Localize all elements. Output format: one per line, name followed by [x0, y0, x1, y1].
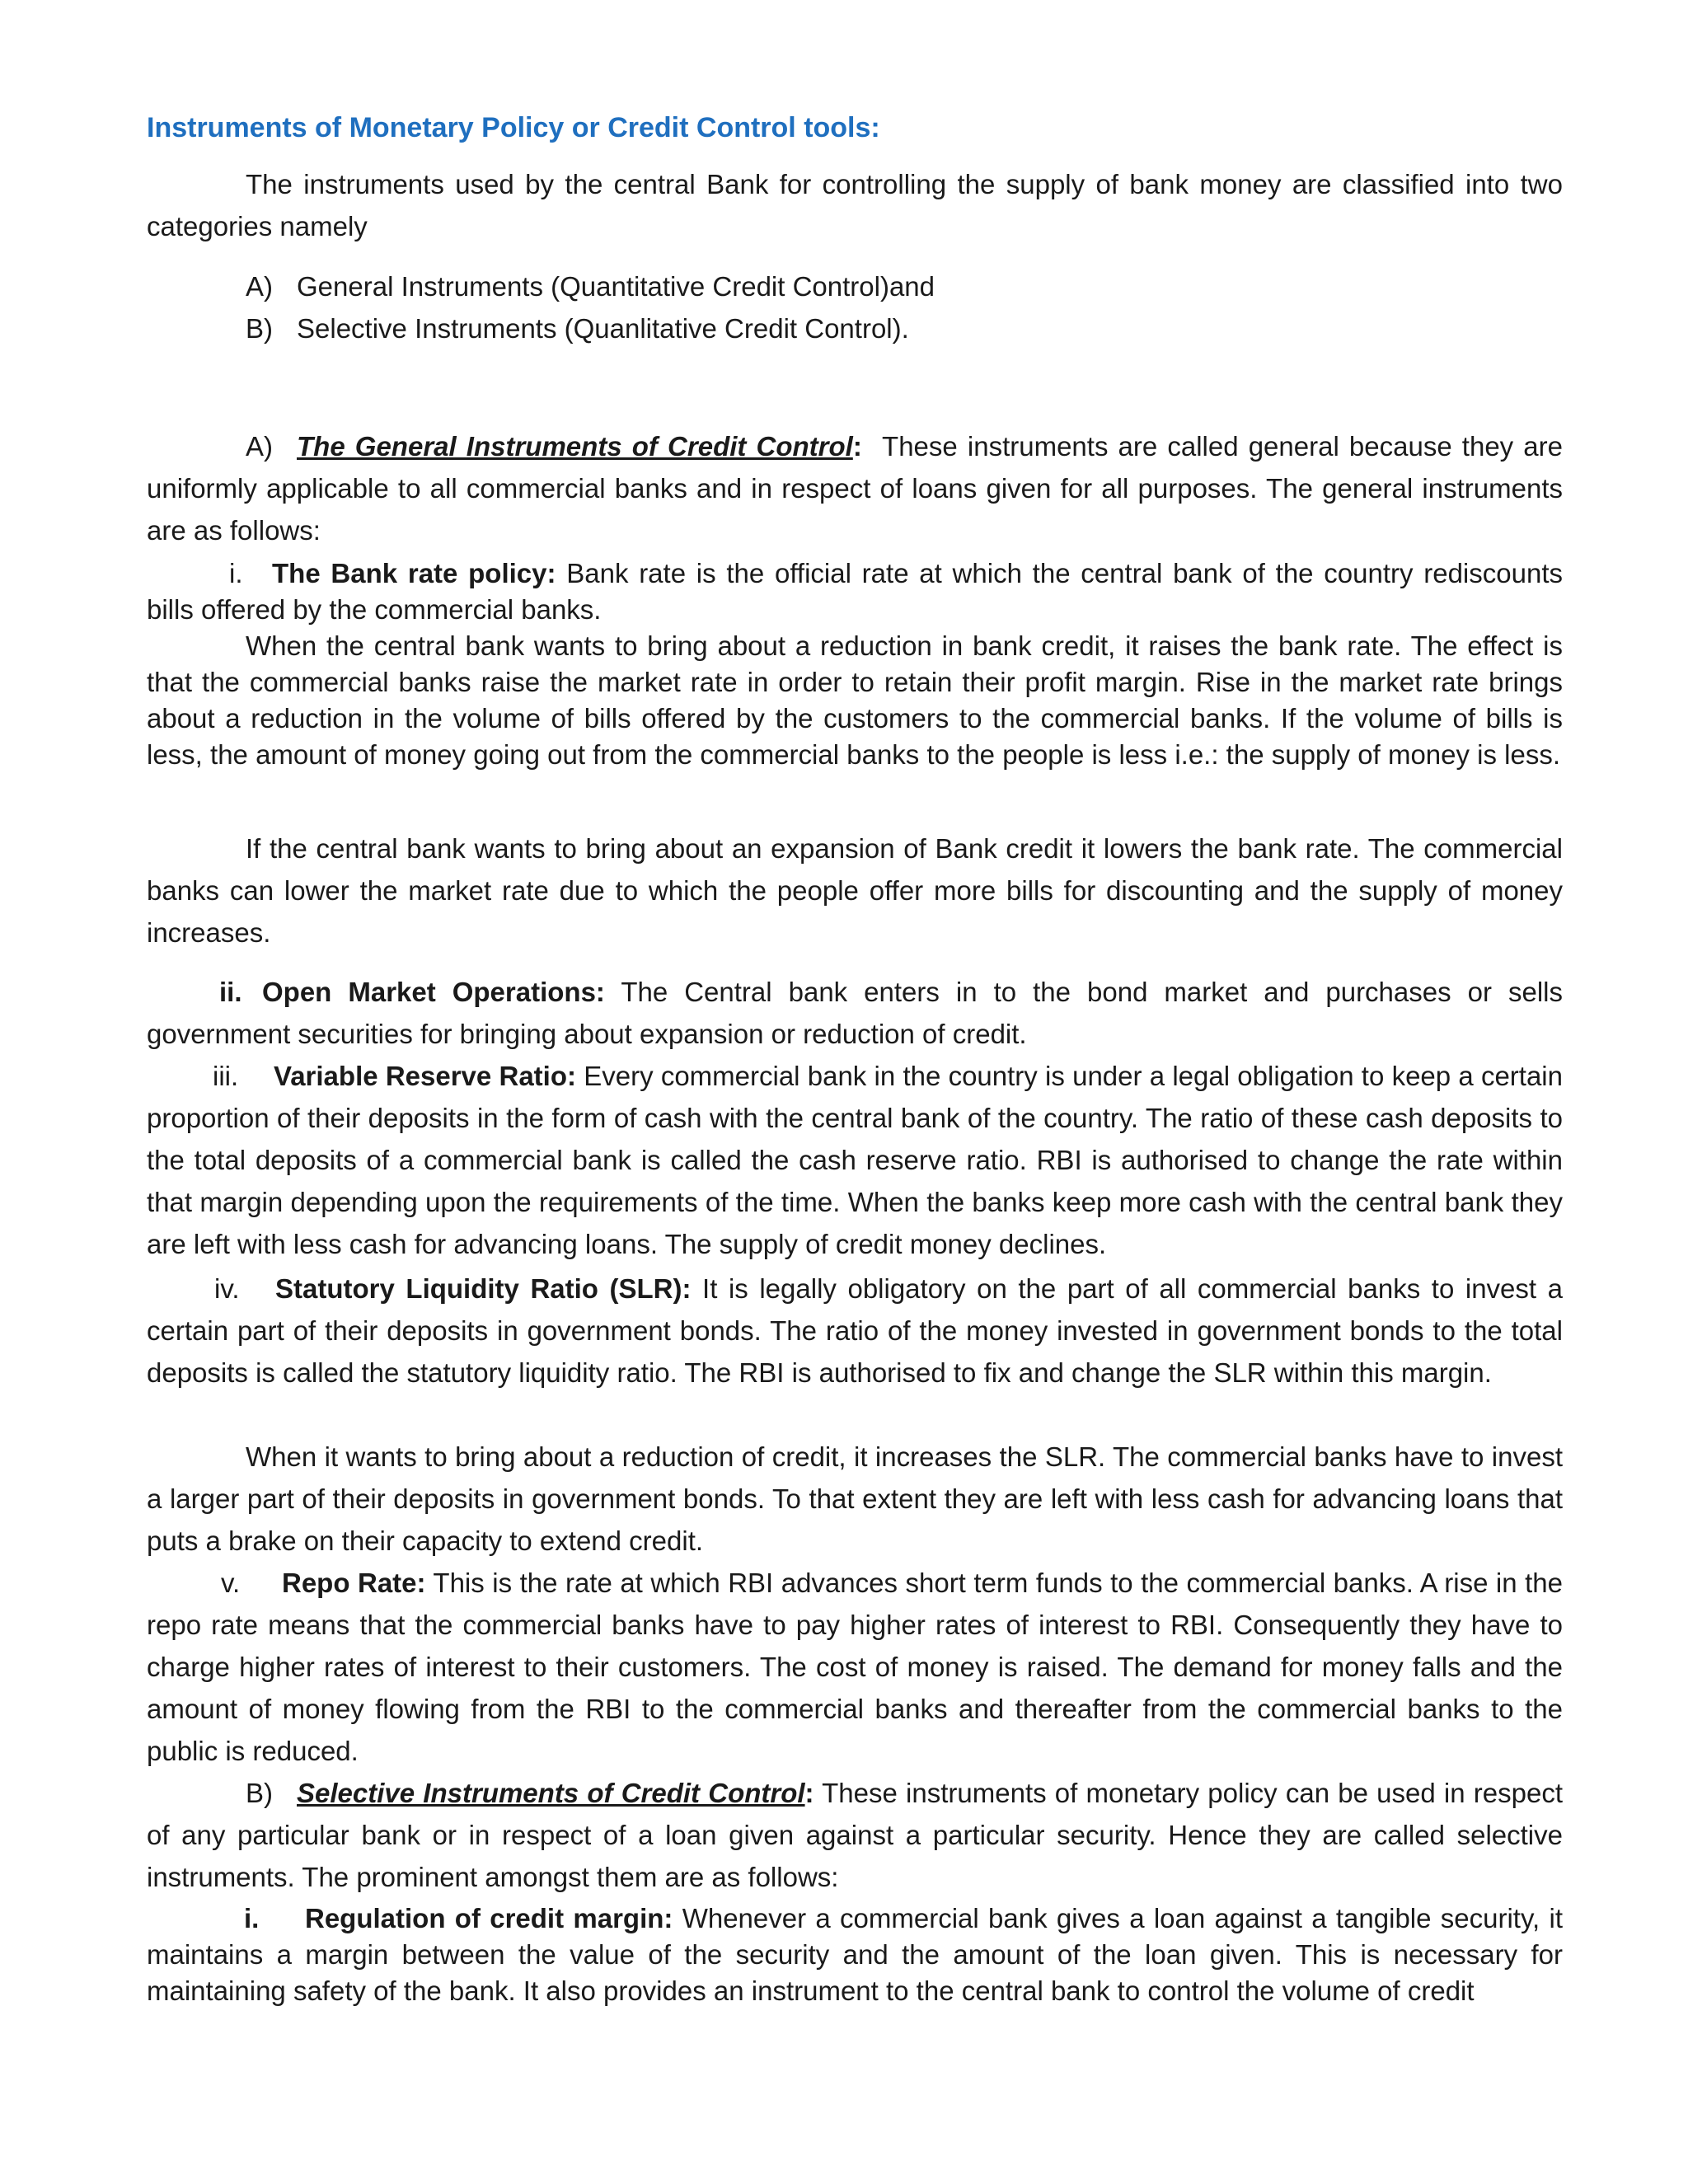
item-label: The Bank rate policy:: [272, 558, 556, 588]
general-instruments-paragraph: [147, 425, 1563, 551]
section-marker: A): [246, 431, 273, 462]
bank-rate-paragraph-2: When the central bank wants to bring about a reduction in bank credit, it raises the bank rate. The effect is that the commercial banks raise the market rate in order to retain their profit margin. Rise in the market rate brings about a reduction in the volume of bills offered by the customers to the commercial banks. If the volume of bills is less, the amount of money going out from the commercial banks to the people is less i.e.: the supply of money is less.: [147, 630, 1563, 770]
variable-reserve-paragraph: [147, 1055, 1563, 1265]
item-label: Variable Reserve Ratio:: [274, 1061, 576, 1091]
slr-paragraph-2: When it wants to bring about a reduction of credit, it increases the SLR. The commercial banks have to invest a larger part of their deposits in government bonds. To that extent they are left with less cash for advancing loans that puts a brake on their capacity to extend credit.: [147, 1441, 1563, 1556]
item-label: Regulation of credit margin:: [305, 1903, 673, 1933]
heading-colon: :: [804, 1778, 814, 1808]
heading-colon: :: [852, 431, 862, 462]
repo-rate-paragraph: [147, 1562, 1563, 1772]
section-heading: Selective Instruments of Credit Control: [297, 1778, 805, 1808]
category-marker: A): [246, 271, 273, 302]
list-marker: ii.: [219, 977, 242, 1007]
open-market-paragraph: [147, 971, 1563, 1055]
credit-margin-paragraph: [147, 1900, 1563, 2009]
section-text: These instruments are called general because they are uniformly applicable to all commercial banks and in respect of loans given for all purposes. The general instruments are as follows:: [147, 431, 1563, 546]
bank-rate-paragraph-3: If the central bank wants to bring about an expansion of Bank credit it lowers the bank rate. The commercial banks can lower the market rate due to which the people offer more bills for discounting and the supply of money increases.: [147, 833, 1563, 948]
category-text: General Instruments (Quantitative Credit Control)and: [297, 271, 935, 302]
category-marker: B): [246, 313, 273, 344]
section-text: These instruments of monetary policy can be used in respect of any particular bank or in respect of a loan given against a particular security. Hence they are called selective instruments. The prominent amongst them are as follows:: [147, 1778, 1564, 1892]
intro-paragraph: The instruments used by the central Bank for controlling the supply of bank money are classified into two categories namely: [147, 169, 1563, 241]
selective-instruments-paragraph: [147, 1772, 1563, 1898]
item-label: Open Market Operations:: [262, 977, 605, 1007]
list-marker: iii.: [213, 1061, 239, 1091]
item-text: Whenever a commercial bank gives a loan against a tangible security, it maintains a margin between the value of the security and the amount of the loan given. This is necessary for maintaining safety of the bank. It also provides an instrument to the central bank to control the volume of credit: [147, 1903, 1563, 2006]
bank-rate-paragraph: [147, 555, 1563, 628]
category-text: Selective Instruments (Quanlitative Credit Control).: [297, 313, 909, 344]
slr-paragraph: [147, 1268, 1563, 1394]
page-title: Instruments of Monetary Policy or Credit Control tools:: [147, 112, 880, 143]
item-label: Repo Rate:: [282, 1568, 426, 1598]
list-marker: i.: [229, 558, 243, 588]
item-text: This is the rate at which RBI advances short term funds to the commercial banks. A rise in the repo rate means that the commercial banks have to pay higher rates of interest to RBI. Consequently they have to charge higher rates of interest to their customers. The cost of money is raised. The demand for money falls and the amount of money flowing from the RBI to the commercial banks and thereafter from the commercial banks to the public is reduced.: [147, 1568, 1563, 1766]
list-marker: i.: [244, 1903, 260, 1933]
item-text: It is legally obligatory on the part of all commercial banks to invest a certain part of their deposits in government bonds. The ratio of the money invested in government bonds to the total deposits is called the statutory liquidity ratio. The RBI is authorised to fix and change the SLR within this margin.: [147, 1273, 1563, 1388]
item-label: Statutory Liquidity Ratio (SLR):: [275, 1273, 692, 1304]
item-text: The Central bank enters in to the bond market and purchases or sells government securities for bringing about expansion or reduction of credit.: [147, 977, 1563, 1049]
category-item: [246, 265, 935, 307]
section-heading: The General Instruments of Credit Control: [297, 431, 853, 462]
item-text: Every commercial bank in the country is under a legal obligation to keep a certain proportion of their deposits in the form of cash with the central bank of the country. The ratio of these cash deposits to the total deposits of a commercial bank is called the cash reserve ratio. RBI is authorised to change the rate within that margin depending upon the requirements of the time. When the banks keep more cash with the central bank they are left with less cash for advancing loans. The supply of credit money declines.: [147, 1061, 1563, 1259]
list-marker: v.: [221, 1568, 241, 1598]
category-item: [246, 307, 909, 349]
item-text: Bank rate is the official rate at which the central bank of the country rediscounts bills offered by the commercial banks.: [147, 558, 1563, 625]
list-marker: iv.: [214, 1273, 240, 1304]
section-marker: B): [246, 1778, 273, 1808]
